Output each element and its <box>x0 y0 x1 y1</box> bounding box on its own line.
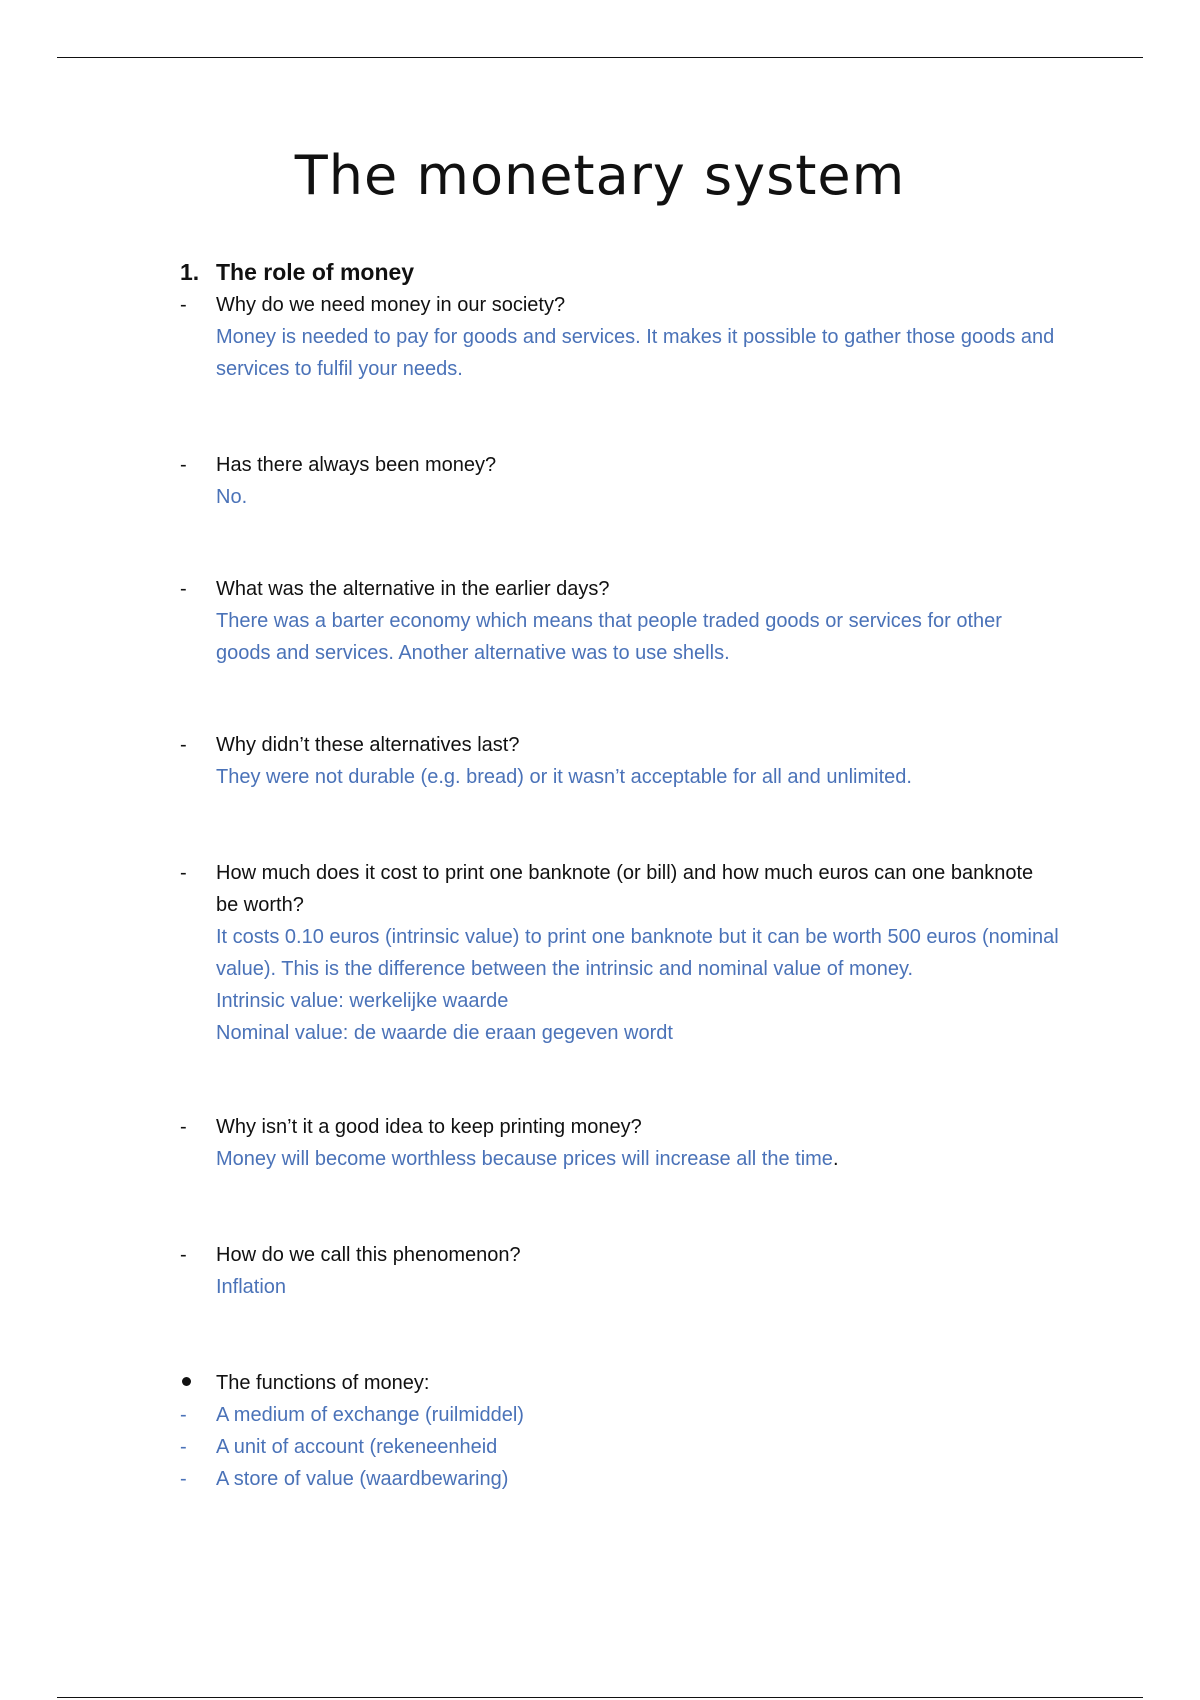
dash-marker: - <box>180 1468 187 1490</box>
dash-marker: - <box>180 454 187 476</box>
answer-period: . <box>832 1148 839 1170</box>
definition-text: Intrinsic value: werkelijke waarde <box>216 990 509 1012</box>
answer-text: It costs 0.10 euros (intrinsic value) to print one banknote but it can be worth 500 euros (nominal value). This is the difference between the intrinsic and nominal value of money. <box>216 926 1059 980</box>
top-rule <box>57 57 1143 58</box>
section-heading-text: The role of money <box>216 259 415 285</box>
answer-text: Money is needed to pay for goods and services. It makes it possible to gather those goods and services to fulfil your needs. <box>216 326 1055 380</box>
question-text: What was the alternative in the earlier days? <box>216 578 610 600</box>
qa-item <box>180 449 1060 513</box>
dash-marker: - <box>180 1116 187 1138</box>
answer-text: They were not durable (e.g. bread) or it wasn’t acceptable for all and unlimited. <box>216 766 912 788</box>
qa-item <box>180 573 1060 669</box>
bullet-icon <box>182 1377 191 1386</box>
qa-item <box>180 1239 1060 1303</box>
section-heading <box>180 255 1060 289</box>
function-text: A unit of account (rekeneenheid <box>216 1436 498 1458</box>
function-item <box>180 1431 1060 1463</box>
question-text: Why isn’t it a good idea to keep printing money? <box>216 1116 642 1138</box>
dash-marker: - <box>180 862 187 884</box>
functions-heading <box>180 1367 1060 1399</box>
qa-item <box>180 1111 1060 1175</box>
definition-text: Nominal value: de waarde die eraan gegeven wordt <box>216 1022 673 1044</box>
answer-text: There was a barter economy which means that people traded goods or services for other goods and services. Another alternative was to use shells. <box>216 610 1002 664</box>
page-title: The monetary system <box>294 144 906 207</box>
qa-item <box>180 289 1060 385</box>
dash-marker: - <box>180 578 187 600</box>
document-body <box>180 255 1060 1495</box>
answer-text: Inflation <box>216 1276 287 1298</box>
function-text: A store of value (waardbewaring) <box>216 1468 509 1490</box>
function-text: A medium of exchange (ruilmiddel) <box>216 1404 524 1426</box>
answer-line <box>216 1143 1060 1175</box>
question-text: How do we call this phenomenon? <box>216 1244 521 1266</box>
dash-marker: - <box>180 294 187 316</box>
bottom-rule <box>57 1697 1143 1698</box>
question-text: Why didn’t these alternatives last? <box>216 734 520 756</box>
qa-item <box>180 729 1060 793</box>
section-number: 1. <box>180 259 200 285</box>
function-item <box>180 1463 1060 1495</box>
dash-marker: - <box>180 1404 187 1426</box>
qa-item <box>180 857 1060 1049</box>
dash-marker: - <box>180 1244 187 1266</box>
dash-marker: - <box>180 1436 187 1458</box>
answer-text: No. <box>216 486 248 508</box>
dash-marker: - <box>180 734 187 756</box>
question-text: Has there always been money? <box>216 454 497 476</box>
function-item <box>180 1399 1060 1431</box>
answer-text: Money will become worthless because prices will increase all the time <box>216 1148 833 1170</box>
bullet-marker <box>180 1367 216 1399</box>
question-text: How much does it cost to print one banknote (or bill) and how much euros can one banknote be worth? <box>216 862 1034 916</box>
functions-label: The functions of money: <box>216 1372 430 1394</box>
question-text: Why do we need money in our society? <box>216 294 566 316</box>
